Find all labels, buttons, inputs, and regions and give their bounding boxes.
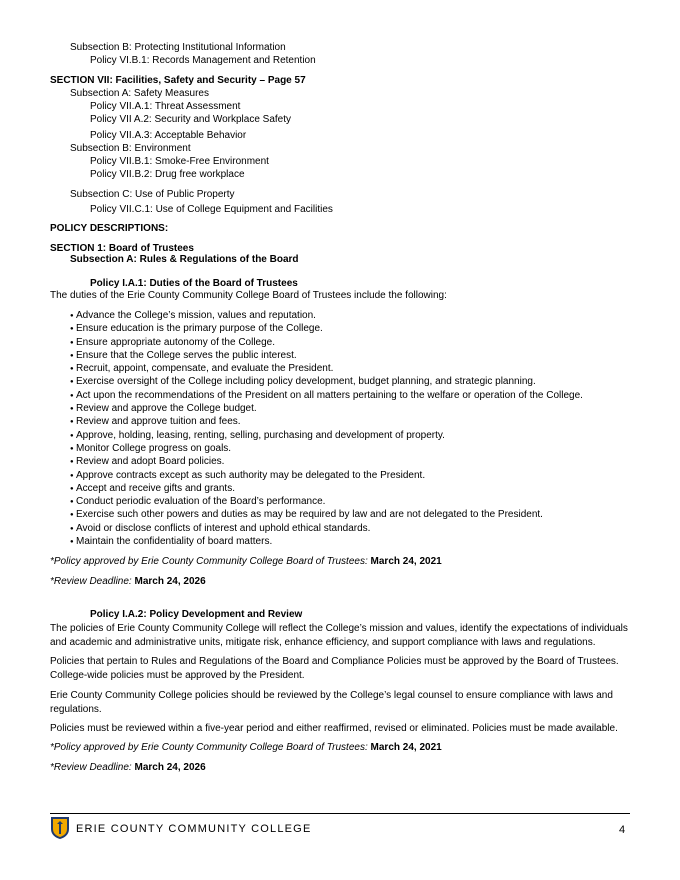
page-number: 4 (619, 824, 626, 836)
list-item: ● Ensure appropriate autonomy of the College. (70, 336, 583, 349)
bullet-icon: ● (70, 445, 74, 452)
review-date: March 24, 2026 (134, 762, 206, 773)
list-item: ● Review and approve the College budget. (70, 402, 583, 415)
college-shield-logo-icon (50, 816, 70, 840)
list-item: ● Avoid or disclose conflicts of interest and uphold ethical standards. (70, 522, 583, 535)
policy-ia2-review (50, 762, 206, 773)
toc-policy-viib2: Policy VII.B.2: Drug free workplace (90, 169, 245, 180)
review-label: *Review Deadline: (50, 762, 132, 773)
list-item: ● Act upon the recommendations of the President on all matters pertaining to the welfare or operation of the College. (70, 389, 583, 402)
bullet-icon: ● (70, 392, 74, 399)
bullet-icon: ● (70, 459, 74, 466)
toc-subsection-c-property: Subsection C: Use of Public Property (70, 189, 235, 200)
bullet-icon: ● (70, 512, 74, 519)
policy-ia1-title: Policy I.A.1: Duties of the Board of Trustees (90, 278, 298, 289)
bullet-icon: ● (70, 419, 74, 426)
toc-policy-viib1: Policy VII.B.1: Smoke-Free Environment (90, 156, 269, 167)
list-item: ● Accept and receive gifts and grants. (70, 482, 583, 495)
policy-ia2-title: Policy I.A.2: Policy Development and Review (90, 609, 303, 620)
bullet-icon: ● (70, 366, 74, 373)
approval-date: March 24, 2021 (370, 742, 442, 753)
toc-section-vii: SECTION VII: Facilities, Safety and Security – Page 57 (50, 75, 306, 86)
policy-ia2-paragraph-1: The policies of Erie County Community College will reflect the College’s mission and values, identify the expectations of individuals and academic and administrative units, mitigate risk, enhance efficiency, and support compliance with laws and regulations. (50, 623, 628, 648)
toc-subsection-a-safety: Subsection A: Safety Measures (70, 88, 209, 99)
review-label: *Review Deadline: (50, 576, 132, 587)
list-item: ● Ensure education is the primary purpose of the College. (70, 322, 583, 335)
subsection-a-heading: Subsection A: Rules & Regulations of the Board (70, 254, 299, 265)
toc-policy-viia1: Policy VII.A.1: Threat Assessment (90, 101, 241, 112)
bullet-icon: ● (70, 539, 74, 546)
toc-policy-viia3: Policy VII.A.3: Acceptable Behavior (90, 130, 247, 141)
policy-descriptions-heading: POLICY DESCRIPTIONS: (50, 223, 169, 234)
list-item: ● Review and adopt Board policies. (70, 455, 583, 468)
policy-ia2-paragraph-4: Policies must be reviewed within a five-year period and either reaffirmed, revised or eliminated. Policies must be made available. (50, 723, 618, 734)
bullet-icon: ● (70, 339, 74, 346)
policy-ia2-paragraph-2: Policies that pertain to Rules and Regulations of the Board and Compliance Policies must be approved by the Board of Trustees. College-wide policies must be approved by the President. (50, 656, 619, 681)
policy-ia2-approval (50, 742, 442, 753)
toc-subsection-b-info: Subsection B: Protecting Institutional Information (70, 42, 286, 53)
bullet-icon: ● (70, 406, 74, 413)
review-date: March 24, 2026 (134, 576, 206, 587)
bullet-icon: ● (70, 352, 74, 359)
footer-divider (50, 813, 630, 814)
policy-ia1-review (50, 576, 206, 587)
toc-subsection-b-env: Subsection B: Environment (70, 143, 191, 154)
policy-ia1-approval (50, 556, 442, 567)
toc-policy-viia2: Policy VII A.2: Security and Workplace Safety (90, 114, 292, 125)
list-item: ● Ensure that the College serves the public interest. (70, 349, 583, 362)
section-1-heading: SECTION 1: Board of Trustees (50, 243, 194, 254)
approval-label: *Policy approved by Erie County Community College Board of Trustees: (50, 556, 368, 567)
list-item: ● Conduct periodic evaluation of the Board’s performance. (70, 495, 583, 508)
bullet-icon: ● (70, 499, 74, 506)
bullet-icon: ● (70, 472, 74, 479)
bullet-icon: ● (70, 313, 74, 319)
list-item: ● Monitor College progress on goals. (70, 442, 583, 455)
toc-policy-viic1: Policy VII.C.1: Use of College Equipment and Facilities (90, 204, 333, 215)
bullet-icon: ● (70, 432, 74, 439)
list-item: ● Review and approve tuition and fees. (70, 415, 583, 428)
list-item: ● Exercise oversight of the College including policy development, budget planning, and strategic planning. (70, 375, 583, 388)
approval-date: March 24, 2021 (370, 556, 442, 567)
bullet-icon: ● (70, 485, 74, 492)
footer-college-name: ERIE COUNTY COMMUNITY COLLEGE (76, 823, 312, 835)
bullet-icon: ● (70, 525, 74, 532)
list-item: ● Advance the College’s mission, values and reputation. (70, 309, 583, 322)
approval-label: *Policy approved by Erie County Community College Board of Trustees: (50, 742, 368, 753)
duties-list (70, 309, 583, 548)
list-item: ● Exercise such other powers and duties as may be required by law and are not delegated to the President. (70, 508, 583, 521)
list-item: ● Recruit, appoint, compensate, and evaluate the President. (70, 362, 583, 375)
toc-policy-vib1: Policy VI.B.1: Records Management and Retention (90, 55, 316, 66)
bullet-icon: ● (70, 326, 74, 333)
list-item: ● Approve, holding, leasing, renting, selling, purchasing and development of property. (70, 429, 583, 442)
bullet-icon: ● (70, 379, 74, 386)
policy-ia1-intro: The duties of the Erie County Community College Board of Trustees include the following: (50, 290, 447, 301)
policy-ia2-paragraph-3: Erie County Community College policies should be reviewed by the College’s legal counsel to ensure compliance with laws and regulations. (50, 690, 613, 715)
list-item: ● Maintain the confidentiality of board matters. (70, 535, 583, 548)
list-item: ● Approve contracts except as such authority may be delegated to the President. (70, 469, 583, 482)
